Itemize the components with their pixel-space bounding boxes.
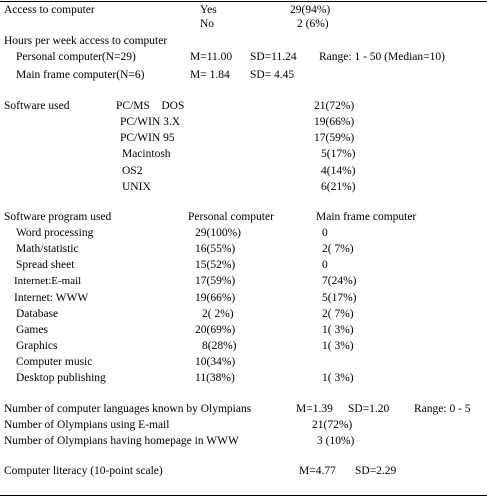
program-mf: 2( 7%)	[322, 308, 354, 320]
program-name: Spread sheet	[16, 259, 75, 271]
software-name: UNIX	[122, 181, 151, 193]
languages-mean: M=1.39	[296, 403, 333, 415]
literacy-mean: M=4.77	[299, 465, 336, 477]
hours-pc-sd: SD=11.24	[250, 51, 297, 63]
software-value: 19(66%)	[314, 116, 355, 128]
software-value: 21(72%)	[314, 100, 355, 112]
email-value: 21(72%)	[312, 419, 353, 431]
languages-label: Number of computer languages known by Olympians	[4, 403, 252, 415]
software-used-heading: Software used	[4, 100, 70, 112]
program-mf: 5(17%)	[322, 292, 357, 304]
program-name: Word processing	[16, 227, 94, 239]
literacy-sd: SD=2.29	[355, 465, 397, 477]
program-mf: 2( 7%)	[322, 243, 354, 255]
software-name: PC/WIN 95	[120, 132, 175, 144]
hours-pc-label: Personal computer(N=29)	[16, 51, 136, 63]
program-pc: 20(69%)	[195, 324, 236, 336]
software-value: 4(14%)	[321, 165, 356, 177]
email-label: Number of Olympians using E-mail	[4, 419, 170, 431]
software-name: OS2	[122, 165, 143, 177]
program-pc: 11(38%)	[195, 372, 235, 384]
program-mf: 1( 3%)	[322, 324, 354, 336]
program-name: Math/statistic	[16, 243, 79, 255]
hours-mf-mean: M= 1.84	[190, 69, 230, 81]
program-pc: 16(55%)	[195, 243, 236, 255]
program-pc: 8(28%)	[202, 340, 237, 352]
top-rule	[0, 1, 487, 2]
program-mf: 0	[322, 227, 328, 239]
program-pc: 17(59%)	[195, 275, 236, 287]
programs-col-mf: Main frame computer	[316, 211, 417, 223]
homepage-value: 3 (10%)	[317, 435, 355, 447]
program-mf: 7(24%)	[322, 275, 357, 287]
hours-mf-sd: SD= 4.45	[250, 69, 295, 81]
program-mf: 0	[322, 259, 328, 271]
program-mf: 1( 3%)	[322, 372, 354, 384]
access-no-value: 2 (6%)	[297, 18, 329, 30]
software-name: PC/MS DOS	[116, 100, 185, 112]
software-name: PC/WIN 3.X	[120, 116, 181, 128]
software-value: 5(17%)	[321, 148, 356, 160]
program-pc: 15(52%)	[195, 259, 236, 271]
hours-mf-label: Main frame computer(N=6)	[16, 69, 145, 81]
program-pc: 10(34%)	[195, 356, 236, 368]
program-name: Internet:E-mail	[14, 275, 82, 287]
program-pc: 29(100%)	[195, 227, 241, 239]
hours-heading: Hours per week access to computer	[4, 35, 168, 47]
bottom-rule	[0, 495, 487, 496]
software-name: Macintosh	[122, 148, 171, 160]
access-yes-value: 29(94%)	[290, 4, 331, 16]
literacy-label: Computer literacy (10-point scale)	[4, 465, 163, 477]
access-label: Access to computer	[4, 4, 95, 16]
program-name: Database	[16, 308, 59, 320]
programs-heading: Software program used	[4, 211, 112, 223]
languages-sd: SD=1.20	[348, 403, 390, 415]
program-pc: 19(66%)	[195, 292, 236, 304]
program-mf: 1( 3%)	[322, 340, 354, 352]
access-no-label: No	[200, 18, 215, 30]
homepage-label: Number of Olympians having homepage in WWW	[4, 435, 239, 447]
languages-range: Range: 0 - 5	[414, 403, 471, 415]
software-value: 17(59%)	[314, 132, 355, 144]
hours-pc-range: Range: 1 - 50 (Median=10)	[319, 51, 445, 63]
program-pc: 2( 2%)	[202, 308, 234, 320]
software-value: 6(21%)	[321, 181, 356, 193]
program-name: Games	[16, 324, 48, 336]
programs-col-pc: Personal computer	[188, 211, 274, 223]
program-name: Desktop publishing	[16, 372, 106, 384]
program-name: Computer music	[16, 356, 93, 368]
hours-pc-mean: M=11.00	[190, 51, 233, 63]
access-yes-label: Yes	[200, 4, 217, 16]
program-name: Graphics	[16, 340, 58, 352]
program-name: Internet: WWW	[14, 292, 89, 304]
